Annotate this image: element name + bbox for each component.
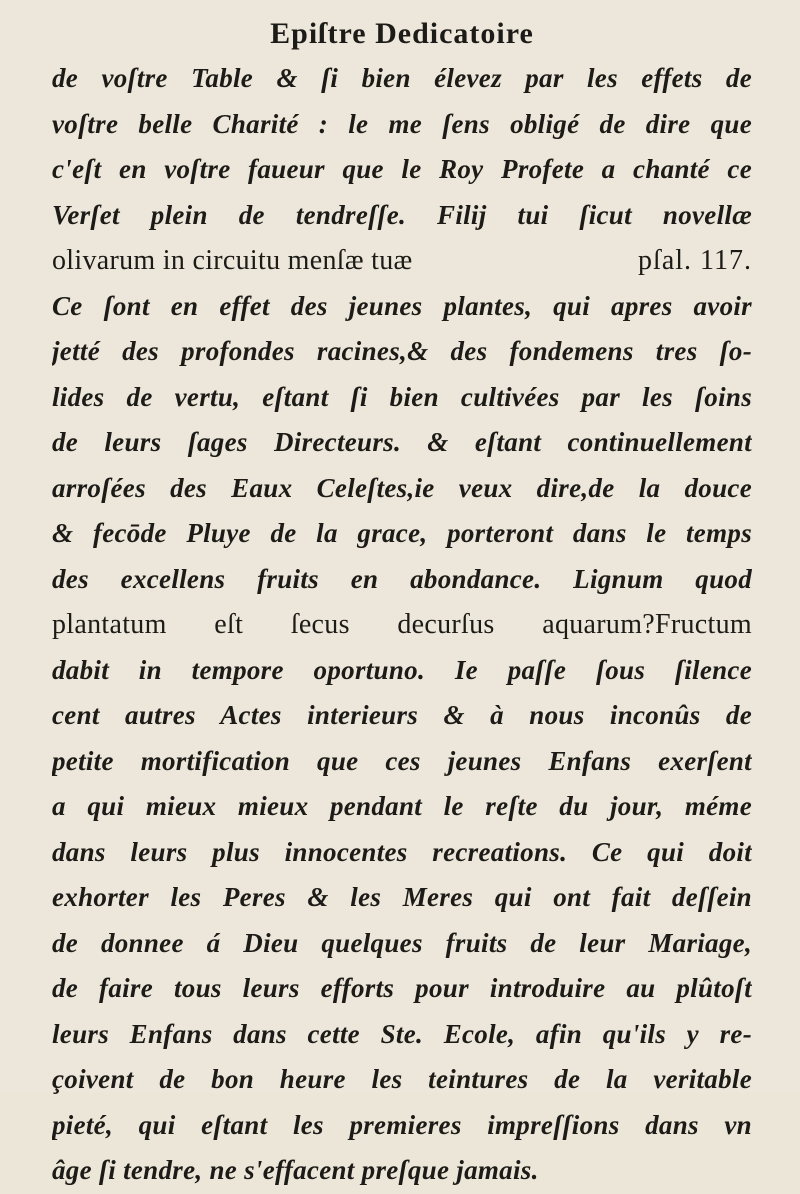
text-line: Verſet plein de tendreſſe. Filij tui ſicut novellæ (52, 199, 752, 230)
text-line: plantatum eſt ſecus decurſus aquarum?Fructum (52, 609, 752, 640)
text-line: petite mortification que ces jeunes Enfans exerſent (52, 745, 752, 776)
text-line: exhorter les Peres & les Meres qui ont fait deſſein (52, 882, 752, 912)
page-header: Epiſtre Dedicatoire (270, 17, 534, 50)
text-line: c'eſt en voſtre faueur que le Roy Profete a chanté ce (52, 154, 752, 184)
text-line: lides de vertu, eſtant ſi bien cultivées par les ſoins (52, 381, 752, 412)
text-line: leurs Enfans dans cette Ste. Ecole, afin qu'ils y re- (52, 1018, 752, 1049)
text-line: cent autres Actes interieurs & à nous inconûs de (52, 700, 752, 730)
text-line: & fecōde Pluye de la grace, porteront dans le temps (52, 518, 752, 548)
text-line: de donnee á Dieu quelques fruits de leur Mariage, (52, 927, 752, 958)
text-line: olivarum in circuitu menſæ tuæ (52, 245, 413, 276)
body-text (52, 56, 752, 1194)
psalm-reference: pſal. 117. (638, 245, 752, 276)
text-line: âge ſi tendre, ne s'effacent preſque jamais. (52, 1155, 539, 1185)
text-line: arroſées des Eaux Celeſtes,ie veux dire,de la douce (52, 472, 752, 503)
text-line: Ce ſont en effet des jeunes plantes, qui apres avoir (52, 290, 752, 321)
text-line: çoivent de bon heure les teintures de la veritable (52, 1064, 752, 1094)
text-line: jetté des profondes racines,& des fondemens tres ſo- (52, 336, 752, 366)
text-line: dans leurs plus innocentes recreations. Ce qui doit (52, 836, 752, 867)
text-line: de voſtre Table & ſi bien élevez par les effets de (52, 63, 752, 93)
text-line: a qui mieux mieux pendant le reſte du jour, méme (52, 791, 752, 821)
text-line: pieté, qui eſtant les premieres impreſſions dans vn (52, 1109, 752, 1140)
text-line: de leurs ſages Directeurs. & eſtant continuellement (52, 427, 752, 457)
text-line-with-reference (52, 238, 752, 284)
text-line: dabit in tempore oportuno. Ie paſſe ſous ſilence (52, 654, 752, 685)
text-line: voſtre belle Charité : le me ſens obligé de dire que (52, 108, 752, 139)
text-line: de faire tous leurs efforts pour introduire au plûtoſt (52, 973, 752, 1003)
text-line: des excellens fruits en abondance. Lignum quod (52, 563, 752, 594)
